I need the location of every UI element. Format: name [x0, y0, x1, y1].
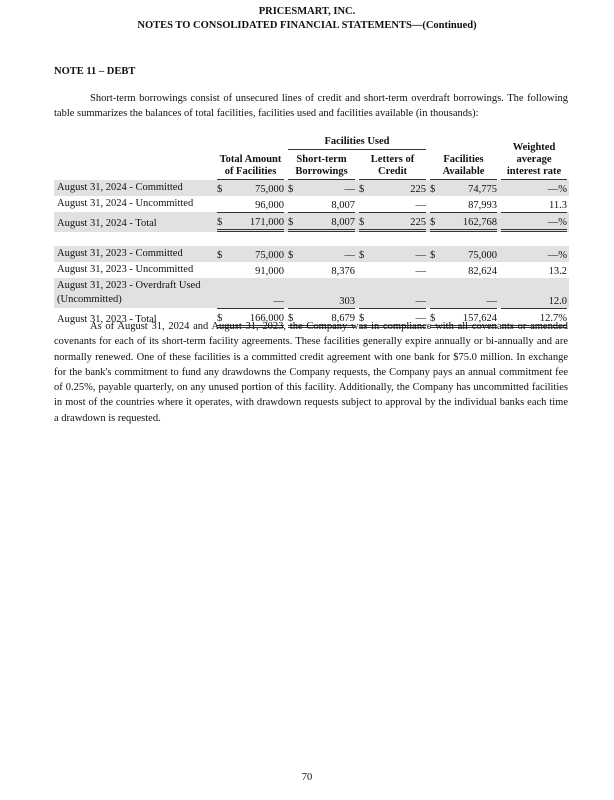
cell-value: 8,376	[331, 266, 355, 277]
cell-value: —	[415, 266, 426, 277]
page-number: 70	[301, 772, 313, 783]
currency-symbol: $	[359, 184, 365, 195]
cell-value: 8,679	[331, 313, 355, 324]
cell-value: 171,000	[249, 217, 284, 228]
note-title: NOTE 11 – DEBT	[54, 66, 136, 77]
cell-value: 157,624	[462, 313, 497, 324]
cell-value: —%	[547, 184, 567, 195]
currency-symbol: $	[217, 217, 223, 228]
cell-value: —	[415, 250, 426, 261]
col-header-rate: Weighted average interest rate	[501, 142, 567, 180]
table-row	[54, 180, 569, 196]
intro-paragraph: Short-term borrowings consist of unsecured lines of credit and short-term overdraft borrowings. The following table summarizes the balances of total facilities, facilities used and facilities available (in thousands):	[54, 93, 568, 120]
cell-value: 96,000	[255, 200, 284, 211]
currency-symbol: $	[217, 184, 223, 195]
cell-value: 225	[410, 184, 426, 195]
cell-value: 8,007	[331, 217, 355, 228]
cell-value: 91,000	[255, 266, 284, 277]
col-header-available: Facilities Available	[430, 154, 497, 180]
table-row	[54, 246, 569, 262]
row-label: August 31, 2023 - Total	[57, 314, 157, 325]
currency-symbol: $	[359, 313, 365, 324]
cell-value: 12.7%	[539, 313, 567, 324]
body-paragraph: As of August 31, 2024 and August 31, 2023, the Company was in compliance with all covenants or amended covenants for each of its short-term facility agreements. These facilities generally expire annually or bi-annually and are normally renewed. One of these facilities is a committed credit agreement with one bank for $75.0 million. In exchange for the bank's commitment to fund any drawdowns the Company requests, the Company pays an annual commitment fee of 0.25%, payable quarterly, on any unused portion of this facility. Additionally, the Company has uncommitted facilities in most of the countries where it operates, with drawdown requests subject to approval by the individual banks each time a drawdown is requested.	[54, 321, 568, 424]
cell-value: 8,007	[331, 200, 355, 211]
currency-symbol: $	[288, 184, 294, 195]
cell-value: 166,000	[249, 313, 284, 324]
col-header-letters: Letters of Credit	[359, 154, 426, 180]
row-label: August 31, 2024 - Committed	[54, 180, 215, 196]
currency-symbol: $	[430, 217, 436, 228]
cell-value: 82,624	[468, 266, 497, 277]
currency-symbol: $	[430, 184, 436, 195]
cell-value: 75,000	[255, 184, 284, 195]
debt-table	[54, 136, 569, 328]
row-label: August 31, 2023 - Committed	[54, 246, 215, 262]
cell-value: —	[415, 296, 426, 307]
spacer-row	[54, 232, 569, 246]
currency-symbol: $	[217, 313, 223, 324]
table-row	[54, 278, 569, 308]
facilities-used-header: Facilities Used	[288, 136, 426, 150]
cell-value: 87,993	[468, 200, 497, 211]
cell-value: 13.2	[548, 266, 567, 277]
table-row	[54, 196, 569, 212]
row-label: August 31, 2023 - Uncommitted	[57, 264, 194, 275]
cell-value: 75,000	[468, 250, 497, 261]
currency-symbol: $	[430, 313, 436, 324]
cell-value: —%	[547, 217, 567, 228]
page-subtitle: NOTES TO CONSOLIDATED FINANCIAL STATEMENTS—(Continued)	[137, 20, 477, 31]
cell-value: —	[344, 184, 355, 195]
currency-symbol: $	[217, 250, 223, 261]
row-label: August 31, 2024 - Uncommitted	[57, 198, 194, 209]
currency-symbol: $	[359, 217, 365, 228]
cell-value: —	[273, 296, 284, 307]
cell-value: 12.0	[548, 296, 567, 307]
cell-value: —	[344, 250, 355, 261]
row-label: August 31, 2023 - Overdraft Used (Uncommitted)	[54, 278, 215, 308]
cell-value: 162,768	[462, 217, 497, 228]
currency-symbol: $	[288, 217, 294, 228]
col-header-short-term: Short-term Borrowings	[288, 150, 355, 180]
currency-symbol: $	[288, 250, 294, 261]
col-header-total: Total Amount of Facilities	[217, 154, 284, 180]
row-label: August 31, 2024 - Total	[54, 212, 215, 232]
table-row	[54, 212, 569, 232]
cell-value: 75,000	[255, 250, 284, 261]
cell-value: —	[486, 296, 497, 307]
cell-value: 11.3	[549, 200, 567, 211]
cell-value: —	[415, 313, 426, 324]
cell-value: 74,775	[468, 184, 497, 195]
currency-symbol: $	[288, 313, 294, 324]
cell-value: —	[415, 200, 426, 211]
cell-value: 303	[339, 296, 355, 307]
cell-value: —%	[547, 250, 567, 261]
currency-symbol: $	[430, 250, 436, 261]
table-row	[54, 262, 569, 278]
company-name: PRICESMART, INC.	[258, 6, 356, 17]
currency-symbol: $	[359, 250, 365, 261]
cell-value: 225	[410, 217, 426, 228]
